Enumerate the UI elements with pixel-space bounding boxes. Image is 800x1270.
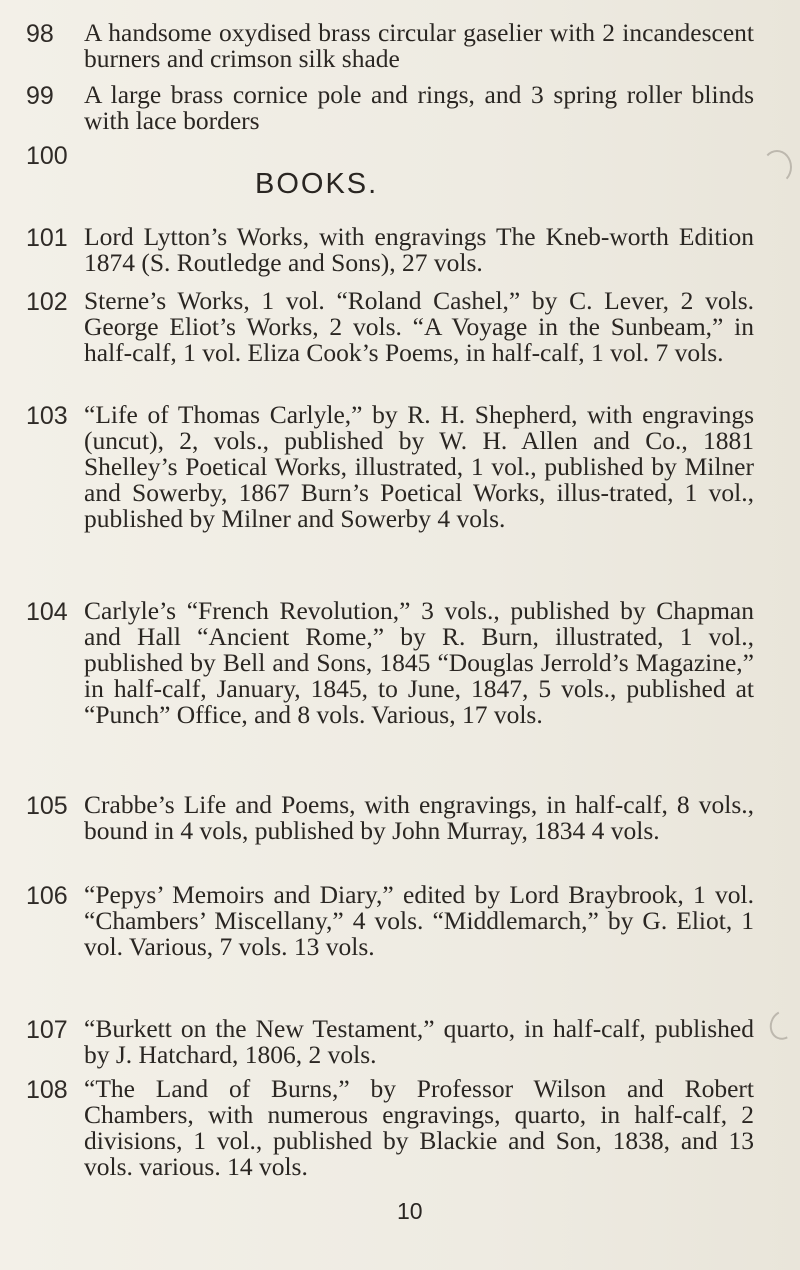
- lot-description: A large brass cornice pole and rings, and 3 spring roller blinds with lace borders: [84, 80, 754, 135]
- lot-description: Sterne’s Works, 1 vol. “Roland Cashel,” by C. Lever, 2 vols. George Eliot’s Works, 2 vols. “A Voyage in the Sunbeam,” in half-calf, 1 vol. Eliza Cook’s Poems, in half-calf, 1 vol. 7 vols.: [84, 286, 754, 367]
- section-heading: BOOKS.: [255, 168, 379, 200]
- lot-number: 104: [26, 598, 68, 626]
- lot-description: Crabbe’s Life and Poems, with engravings, in half-calf, 8 vols., bound in 4 vols, published by John Murray, 1834 4 vols.: [84, 790, 754, 845]
- lot-description: Lord Lytton’s Works, with engravings The Kneb-worth Edition 1874 (S. Routledge and Sons), 27 vols.: [84, 222, 754, 277]
- lot-number: 108: [26, 1076, 68, 1104]
- lot-description: “The Land of Burns,” by Professor Wilson and Robert Chambers, with numerous engravings, quarto, in half-calf, 2 divisions, 1 vol., published by Blackie and Son, 1838, and 13 vols. various. 14 vols.: [84, 1074, 754, 1181]
- lot-number: 106: [26, 882, 68, 910]
- lot-description: A handsome oxydised brass circular gaselier with 2 incandescent burners and crimson silk shade: [84, 18, 754, 73]
- pencil-mark-icon: [766, 1006, 800, 1043]
- page-number: 10: [397, 1198, 423, 1224]
- pencil-mark-icon: [762, 150, 792, 184]
- lot-description: Carlyle’s “French Revolution,” 3 vols., published by Chapman and Hall “Ancient Rome,” by R. Burn, illustrated, 1 vol., published by Bell and Sons, 1845 “Douglas Jerrold’s Magazine,” in half-calf, January, 1845, to June, 1847, 5 vols., published at “Punch” Office, and 8 vols. Various, 17 vols.: [84, 596, 754, 729]
- lot-number: 101: [26, 224, 68, 252]
- lot-number: 102: [26, 288, 68, 316]
- lot-number: 99: [26, 82, 54, 110]
- lot-number: 98: [26, 20, 54, 48]
- lot-description: “Burkett on the New Testament,” quarto, in half-calf, published by J. Hatchard, 1806, 2 vols.: [84, 1014, 754, 1069]
- lot-number: 107: [26, 1016, 68, 1044]
- lot-number: 103: [26, 402, 68, 430]
- lot-description: “Pepys’ Memoirs and Diary,” edited by Lord Braybrook, 1 vol. “Chambers’ Miscellany,” 4 vols. “Middlemarch,” by G. Eliot, 1 vol. Various, 7 vols. 13 vols.: [84, 880, 754, 961]
- lot-description: “Life of Thomas Carlyle,” by R. H. Shepherd, with engravings (uncut), 2, vols., published by W. H. Allen and Co., 1881 Shelley’s Poetical Works, illustrated, 1 vol., published by Milner and Sowerby, 1867 Burn’s Poetical Works, illus-trated, 1 vol., published by Milner and Sowerby 4 vols.: [84, 400, 754, 533]
- lot-number: 100: [26, 142, 68, 170]
- lot-number: 105: [26, 792, 68, 820]
